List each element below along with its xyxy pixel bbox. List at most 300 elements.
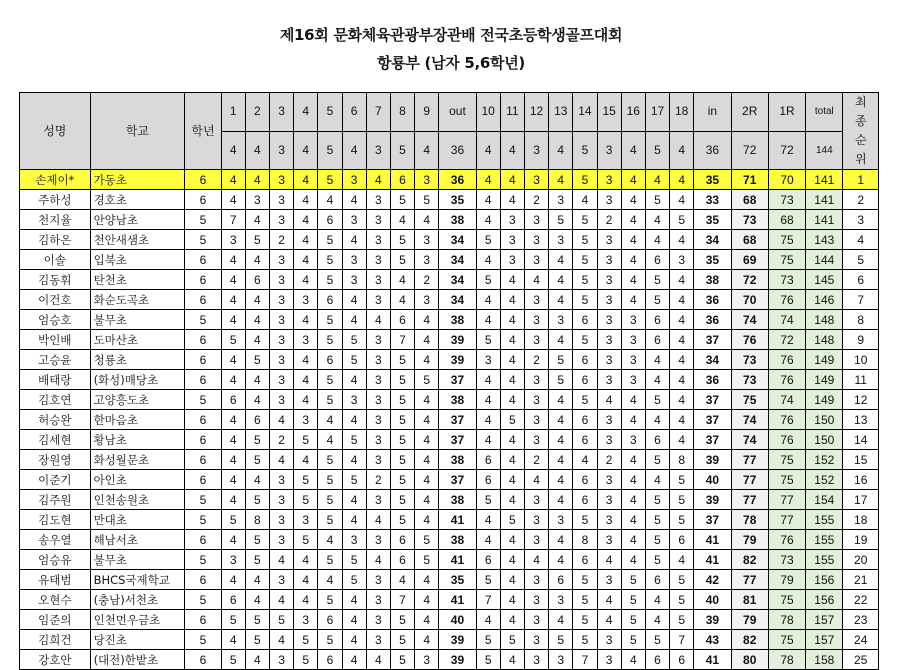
hole-score: 3 bbox=[524, 530, 548, 550]
hole-score: 4 bbox=[269, 450, 293, 470]
round2-total: 78 bbox=[731, 510, 768, 530]
hole-score: 4 bbox=[476, 530, 500, 550]
hole-score: 2 bbox=[524, 350, 548, 370]
hole-score: 4 bbox=[415, 330, 439, 350]
hole-score: 4 bbox=[500, 390, 524, 410]
header-hole: 10 bbox=[476, 93, 500, 132]
player-school: 만대초 bbox=[90, 510, 185, 530]
hole-score: 5 bbox=[573, 610, 597, 630]
round2-total: 70 bbox=[731, 290, 768, 310]
hole-score: 4 bbox=[415, 390, 439, 410]
hole-score: 3 bbox=[621, 310, 645, 330]
hole-score: 5 bbox=[221, 610, 245, 630]
hole-score: 4 bbox=[342, 610, 366, 630]
in-total: 36 bbox=[694, 290, 731, 310]
hole-score: 6 bbox=[390, 310, 414, 330]
hole-score: 6 bbox=[645, 310, 669, 330]
out-total: 37 bbox=[439, 430, 476, 450]
table-row bbox=[20, 330, 879, 350]
player-name: 오현수 bbox=[20, 590, 91, 610]
round1-total: 74 bbox=[768, 310, 805, 330]
hole-score: 3 bbox=[269, 570, 293, 590]
header-hole: 8 bbox=[390, 93, 414, 132]
hole-score: 4 bbox=[500, 550, 524, 570]
header-1r: 1R bbox=[768, 93, 805, 132]
final-rank: 3 bbox=[843, 210, 879, 230]
player-grade: 6 bbox=[185, 430, 221, 450]
hole-score: 4 bbox=[500, 310, 524, 330]
hole-score: 3 bbox=[524, 490, 548, 510]
in-total: 39 bbox=[694, 610, 731, 630]
hole-score: 4 bbox=[294, 450, 318, 470]
hole-score: 4 bbox=[342, 370, 366, 390]
hole-score: 5 bbox=[573, 330, 597, 350]
hole-score: 3 bbox=[597, 330, 621, 350]
hole-score: 3 bbox=[670, 250, 694, 270]
player-name: 김동휘 bbox=[20, 270, 91, 290]
grand-total: 150 bbox=[806, 430, 843, 450]
final-rank: 19 bbox=[843, 530, 879, 550]
hole-score: 6 bbox=[318, 290, 342, 310]
in-total: 37 bbox=[694, 510, 731, 530]
hole-score: 3 bbox=[269, 330, 293, 350]
hole-score: 5 bbox=[342, 470, 366, 490]
hole-score: 4 bbox=[670, 230, 694, 250]
grand-total: 146 bbox=[806, 290, 843, 310]
grand-total: 141 bbox=[806, 210, 843, 230]
header-hole: 3 bbox=[269, 93, 293, 132]
hole-score: 4 bbox=[415, 430, 439, 450]
hole-score: 4 bbox=[318, 530, 342, 550]
header-total: total bbox=[806, 93, 843, 132]
hole-score: 4 bbox=[342, 230, 366, 250]
round2-total: 80 bbox=[731, 650, 768, 670]
hole-score: 4 bbox=[294, 370, 318, 390]
hole-score: 4 bbox=[221, 290, 245, 310]
player-school: 아인초 bbox=[90, 470, 185, 490]
hole-score: 4 bbox=[549, 430, 573, 450]
hole-score: 5 bbox=[573, 390, 597, 410]
hole-score: 6 bbox=[573, 410, 597, 430]
hole-score: 4 bbox=[549, 390, 573, 410]
hole-score: 4 bbox=[221, 170, 245, 190]
hole-score: 5 bbox=[573, 510, 597, 530]
grand-total: 148 bbox=[806, 330, 843, 350]
hole-score: 4 bbox=[318, 430, 342, 450]
hole-score: 5 bbox=[221, 650, 245, 670]
hole-score: 2 bbox=[597, 210, 621, 230]
table-row bbox=[20, 570, 879, 590]
hole-score: 4 bbox=[621, 650, 645, 670]
hole-score: 5 bbox=[645, 490, 669, 510]
player-school: 한마음초 bbox=[90, 410, 185, 430]
hole-score: 3 bbox=[269, 310, 293, 330]
hole-score: 4 bbox=[294, 170, 318, 190]
hole-score: 4 bbox=[342, 450, 366, 470]
hole-score: 5 bbox=[294, 630, 318, 650]
hole-score: 6 bbox=[476, 450, 500, 470]
out-total: 41 bbox=[439, 590, 476, 610]
hole-score: 3 bbox=[366, 530, 390, 550]
hole-score: 4 bbox=[245, 470, 269, 490]
hole-score: 4 bbox=[415, 630, 439, 650]
hole-score: 4 bbox=[549, 530, 573, 550]
header-hole: 1 bbox=[221, 93, 245, 132]
player-school: 황남초 bbox=[90, 430, 185, 450]
hole-score: 4 bbox=[621, 230, 645, 250]
hole-score: 5 bbox=[342, 350, 366, 370]
in-total: 35 bbox=[694, 170, 731, 190]
hole-score: 3 bbox=[597, 470, 621, 490]
hole-score: 5 bbox=[245, 350, 269, 370]
round2-total: 75 bbox=[731, 390, 768, 410]
hole-score: 4 bbox=[670, 550, 694, 570]
hole-score: 3 bbox=[549, 190, 573, 210]
player-grade: 6 bbox=[185, 610, 221, 630]
hole-score: 4 bbox=[342, 650, 366, 670]
hole-score: 4 bbox=[645, 370, 669, 390]
hole-score: 5 bbox=[670, 490, 694, 510]
grand-total: 155 bbox=[806, 510, 843, 530]
hole-score: 3 bbox=[415, 230, 439, 250]
hole-score: 4 bbox=[670, 430, 694, 450]
round2-total: 76 bbox=[731, 330, 768, 350]
round2-total: 77 bbox=[731, 450, 768, 470]
hole-score: 4 bbox=[269, 630, 293, 650]
header-hole: 15 bbox=[597, 93, 621, 132]
hole-score: 6 bbox=[645, 250, 669, 270]
player-school: 당진초 bbox=[90, 630, 185, 650]
header-hole: 7 bbox=[366, 93, 390, 132]
hole-score: 4 bbox=[415, 570, 439, 590]
hole-score: 3 bbox=[366, 230, 390, 250]
hole-score: 3 bbox=[524, 510, 548, 530]
hole-score: 3 bbox=[500, 250, 524, 270]
in-total: 36 bbox=[694, 370, 731, 390]
hole-score: 4 bbox=[342, 290, 366, 310]
final-rank: 25 bbox=[843, 650, 879, 670]
in-total: 42 bbox=[694, 570, 731, 590]
hole-score: 3 bbox=[524, 210, 548, 230]
hole-score: 3 bbox=[366, 350, 390, 370]
hole-score: 4 bbox=[476, 510, 500, 530]
player-school: BHCS국제학교 bbox=[90, 570, 185, 590]
hole-score: 6 bbox=[245, 410, 269, 430]
out-total: 38 bbox=[439, 450, 476, 470]
hole-score: 4 bbox=[342, 630, 366, 650]
hole-score: 4 bbox=[318, 410, 342, 430]
hole-score: 3 bbox=[269, 270, 293, 290]
hole-score: 3 bbox=[597, 410, 621, 430]
hole-score: 3 bbox=[524, 430, 548, 450]
player-school: 화순도곡초 bbox=[90, 290, 185, 310]
hole-score: 3 bbox=[415, 650, 439, 670]
hole-score: 3 bbox=[621, 370, 645, 390]
hole-score: 5 bbox=[390, 430, 414, 450]
in-total: 35 bbox=[694, 250, 731, 270]
hole-score: 4 bbox=[245, 310, 269, 330]
hole-score: 3 bbox=[549, 650, 573, 670]
hole-score: 3 bbox=[366, 610, 390, 630]
hole-score: 3 bbox=[269, 210, 293, 230]
hole-score: 5 bbox=[390, 650, 414, 670]
division-subtitle: 항룡부 (남자 5,6학년) bbox=[377, 54, 525, 72]
hole-score: 5 bbox=[500, 510, 524, 530]
hole-score: 4 bbox=[221, 370, 245, 390]
hole-score: 3 bbox=[342, 170, 366, 190]
table-row bbox=[20, 650, 879, 670]
in-total: 34 bbox=[694, 230, 731, 250]
final-rank: 23 bbox=[843, 610, 879, 630]
player-name: 장원영 bbox=[20, 450, 91, 470]
hole-score: 5 bbox=[573, 210, 597, 230]
hole-score: 4 bbox=[245, 250, 269, 270]
table-row bbox=[20, 210, 879, 230]
round1-total: 73 bbox=[768, 190, 805, 210]
round2-total: 77 bbox=[731, 490, 768, 510]
grand-total: 152 bbox=[806, 470, 843, 490]
hole-score: 4 bbox=[500, 610, 524, 630]
hole-score: 3 bbox=[366, 270, 390, 290]
final-rank: 4 bbox=[843, 230, 879, 250]
hole-score: 4 bbox=[221, 470, 245, 490]
player-school: 고양흥도초 bbox=[90, 390, 185, 410]
hole-score: 3 bbox=[366, 410, 390, 430]
hole-score: 5 bbox=[476, 270, 500, 290]
out-total: 37 bbox=[439, 470, 476, 490]
hole-score: 4 bbox=[342, 310, 366, 330]
player-name: 김도현 bbox=[20, 510, 91, 530]
hole-score: 4 bbox=[549, 610, 573, 630]
hole-score: 4 bbox=[269, 590, 293, 610]
hole-score: 4 bbox=[500, 590, 524, 610]
hole-score: 4 bbox=[342, 490, 366, 510]
hole-score: 4 bbox=[476, 250, 500, 270]
hole-score: 6 bbox=[318, 210, 342, 230]
player-grade: 6 bbox=[185, 650, 221, 670]
hole-score: 5 bbox=[415, 530, 439, 550]
player-name: 김세현 bbox=[20, 430, 91, 450]
hole-score: 4 bbox=[294, 390, 318, 410]
round1-total: 75 bbox=[768, 470, 805, 490]
hole-score: 3 bbox=[597, 490, 621, 510]
round1-total: 78 bbox=[768, 610, 805, 630]
hole-score: 3 bbox=[366, 330, 390, 350]
hole-score: 5 bbox=[318, 310, 342, 330]
table-row bbox=[20, 510, 879, 530]
hole-score: 5 bbox=[318, 230, 342, 250]
round1-total: 75 bbox=[768, 230, 805, 250]
hole-score: 6 bbox=[549, 570, 573, 590]
header-par: 5 bbox=[645, 131, 669, 170]
hole-score: 3 bbox=[621, 430, 645, 450]
grand-total: 149 bbox=[806, 350, 843, 370]
hole-score: 4 bbox=[621, 270, 645, 290]
hole-score: 5 bbox=[573, 570, 597, 590]
player-grade: 5 bbox=[185, 210, 221, 230]
hole-score: 5 bbox=[670, 210, 694, 230]
header-hole: 17 bbox=[645, 93, 669, 132]
hole-score: 6 bbox=[645, 650, 669, 670]
round2-total: 79 bbox=[731, 530, 768, 550]
hole-score: 5 bbox=[573, 590, 597, 610]
hole-score: 5 bbox=[245, 230, 269, 250]
header-hole: 6 bbox=[342, 93, 366, 132]
player-school: 안양남초 bbox=[90, 210, 185, 230]
hole-score: 5 bbox=[294, 530, 318, 550]
table-header bbox=[20, 93, 879, 170]
hole-score: 3 bbox=[597, 430, 621, 450]
player-name: 임준의 bbox=[20, 610, 91, 630]
hole-score: 3 bbox=[366, 630, 390, 650]
table-body bbox=[20, 170, 879, 670]
player-grade: 6 bbox=[185, 450, 221, 470]
hole-score: 5 bbox=[318, 470, 342, 490]
hole-score: 2 bbox=[366, 470, 390, 490]
table-row bbox=[20, 610, 879, 630]
player-name: 손제이* bbox=[20, 170, 91, 190]
hole-score: 3 bbox=[269, 290, 293, 310]
hole-score: 2 bbox=[269, 430, 293, 450]
hole-score: 3 bbox=[524, 610, 548, 630]
player-grade: 6 bbox=[185, 530, 221, 550]
hole-score: 4 bbox=[645, 210, 669, 230]
hole-score: 5 bbox=[294, 470, 318, 490]
hole-score: 3 bbox=[597, 230, 621, 250]
hole-score: 3 bbox=[597, 350, 621, 370]
round2-total: 74 bbox=[731, 310, 768, 330]
hole-score: 5 bbox=[500, 630, 524, 650]
out-total: 35 bbox=[439, 570, 476, 590]
round1-total: 77 bbox=[768, 510, 805, 530]
hole-score: 7 bbox=[221, 210, 245, 230]
hole-score: 5 bbox=[415, 190, 439, 210]
player-grade: 5 bbox=[185, 590, 221, 610]
hole-score: 3 bbox=[597, 530, 621, 550]
final-rank: 6 bbox=[843, 270, 879, 290]
hole-score: 5 bbox=[645, 450, 669, 470]
hole-score: 4 bbox=[294, 270, 318, 290]
player-name: 김주원 bbox=[20, 490, 91, 510]
hole-score: 3 bbox=[621, 330, 645, 350]
hole-score: 3 bbox=[269, 190, 293, 210]
grand-total: 145 bbox=[806, 270, 843, 290]
hole-score: 3 bbox=[415, 250, 439, 270]
out-total: 37 bbox=[439, 370, 476, 390]
player-name: 송우열 bbox=[20, 530, 91, 550]
hole-score: 4 bbox=[476, 430, 500, 450]
hole-score: 6 bbox=[645, 570, 669, 590]
final-rank: 24 bbox=[843, 630, 879, 650]
hole-score: 4 bbox=[621, 510, 645, 530]
player-name: 강호안 bbox=[20, 650, 91, 670]
hole-score: 6 bbox=[573, 550, 597, 570]
hole-score: 4 bbox=[476, 310, 500, 330]
round2-total: 77 bbox=[731, 570, 768, 590]
hole-score: 5 bbox=[390, 510, 414, 530]
header-hole: 16 bbox=[621, 93, 645, 132]
hole-score: 3 bbox=[342, 210, 366, 230]
hole-score: 4 bbox=[390, 570, 414, 590]
table-row bbox=[20, 250, 879, 270]
in-total: 33 bbox=[694, 190, 731, 210]
hole-score: 3 bbox=[597, 510, 621, 530]
hole-score: 5 bbox=[500, 410, 524, 430]
header-hole: 2 bbox=[245, 93, 269, 132]
player-school: 가동초 bbox=[90, 170, 185, 190]
player-name: 이준기 bbox=[20, 470, 91, 490]
hole-score: 6 bbox=[573, 310, 597, 330]
round2-total: 72 bbox=[731, 270, 768, 290]
round2-total: 73 bbox=[731, 210, 768, 230]
table-row bbox=[20, 430, 879, 450]
hole-score: 5 bbox=[390, 230, 414, 250]
out-total: 39 bbox=[439, 330, 476, 350]
hole-score: 3 bbox=[366, 190, 390, 210]
hole-score: 4 bbox=[342, 510, 366, 530]
hole-score: 4 bbox=[549, 470, 573, 490]
hole-score: 3 bbox=[366, 450, 390, 470]
round1-total: 79 bbox=[768, 570, 805, 590]
hole-score: 5 bbox=[318, 510, 342, 530]
out-total: 38 bbox=[439, 490, 476, 510]
hole-score: 5 bbox=[476, 650, 500, 670]
player-name: 유태범 bbox=[20, 570, 91, 590]
hole-score: 6 bbox=[390, 550, 414, 570]
hole-score: 5 bbox=[621, 630, 645, 650]
hole-score: 4 bbox=[500, 530, 524, 550]
player-school: 경호초 bbox=[90, 190, 185, 210]
round2-total: 74 bbox=[731, 410, 768, 430]
hole-score: 4 bbox=[318, 570, 342, 590]
hole-score: 5 bbox=[415, 370, 439, 390]
round1-total: 75 bbox=[768, 630, 805, 650]
in-total: 37 bbox=[694, 430, 731, 450]
grand-total: 156 bbox=[806, 570, 843, 590]
hole-score: 4 bbox=[500, 170, 524, 190]
hole-score: 3 bbox=[597, 370, 621, 390]
header-par-out-total: 36 bbox=[439, 131, 476, 170]
hole-score: 3 bbox=[269, 490, 293, 510]
hole-score: 4 bbox=[221, 190, 245, 210]
player-school: 화성월문초 bbox=[90, 450, 185, 470]
player-grade: 5 bbox=[185, 490, 221, 510]
round2-total: 68 bbox=[731, 190, 768, 210]
out-total: 39 bbox=[439, 650, 476, 670]
hole-score: 6 bbox=[670, 650, 694, 670]
hole-score: 8 bbox=[245, 510, 269, 530]
header-par: 4 bbox=[342, 131, 366, 170]
hole-score: 5 bbox=[390, 470, 414, 490]
hole-score: 4 bbox=[500, 190, 524, 210]
hole-score: 3 bbox=[366, 370, 390, 390]
hole-score: 4 bbox=[476, 410, 500, 430]
hole-score: 5 bbox=[318, 450, 342, 470]
scoreboard-table bbox=[19, 92, 879, 670]
player-grade: 6 bbox=[185, 170, 221, 190]
hole-score: 5 bbox=[342, 330, 366, 350]
hole-score: 5 bbox=[294, 430, 318, 450]
hole-score: 4 bbox=[670, 350, 694, 370]
grand-total: 144 bbox=[806, 250, 843, 270]
hole-score: 3 bbox=[294, 610, 318, 630]
hole-score: 4 bbox=[390, 270, 414, 290]
player-grade: 6 bbox=[185, 410, 221, 430]
hole-score: 4 bbox=[645, 170, 669, 190]
hole-score: 7 bbox=[573, 650, 597, 670]
final-rank: 10 bbox=[843, 350, 879, 370]
hole-score: 4 bbox=[221, 490, 245, 510]
